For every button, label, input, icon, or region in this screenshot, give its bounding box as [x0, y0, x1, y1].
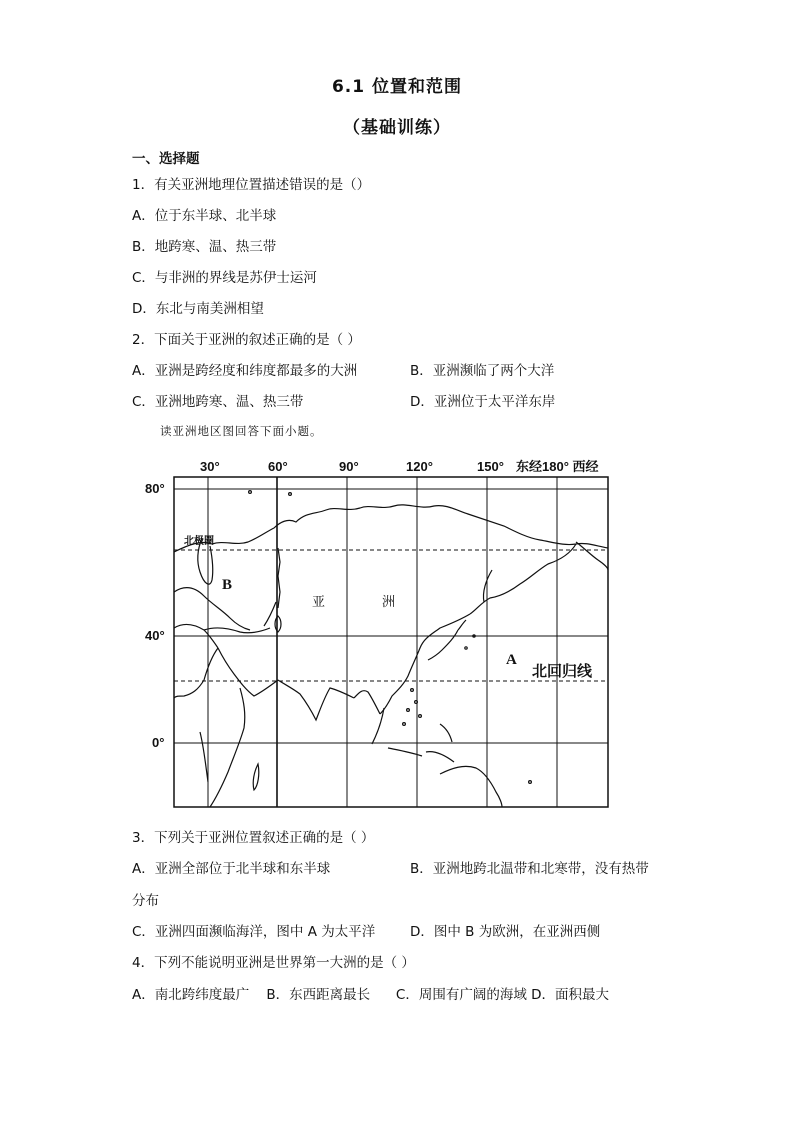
- lon-label-120: 120°: [406, 459, 433, 474]
- lon-label-60: 60°: [268, 459, 288, 474]
- q3-stem: 3．下列关于亚洲位置叙述正确的是（ ）: [132, 830, 375, 846]
- page-title: 6.1 位置和范围: [331, 77, 463, 97]
- q2-option-d: D．亚洲位于太平洋东岸: [410, 394, 556, 410]
- label-a: A: [506, 652, 517, 668]
- q2-option-b: B．亚洲濒临了两个大洋: [410, 363, 555, 379]
- asia-map: [140, 452, 620, 814]
- map-caption: 读亚洲地区图回答下面小题。: [160, 424, 323, 438]
- section-heading: 一、选择题: [132, 151, 200, 167]
- coastlines: [174, 491, 608, 807]
- lon-label-90: 90°: [339, 459, 359, 474]
- q3-option-a: A．亚洲全部位于北半球和东半球: [132, 861, 331, 877]
- q1-option-a: A．位于东半球、北半球: [132, 208, 277, 224]
- q3-option-b-continued: 分布: [132, 893, 159, 909]
- lon-label-30: 30°: [200, 459, 220, 474]
- q1-option-d: D．东北与南美洲相望: [132, 301, 264, 317]
- q2-option-a: A．亚洲是跨经度和纬度都最多的大洲: [132, 363, 358, 379]
- map-frame: [174, 477, 608, 807]
- lat-label-40: 40°: [145, 628, 165, 643]
- q4-stem: 4．下列不能说明亚洲是世界第一大洲的是（ ）: [132, 955, 415, 971]
- arctic-circle-label: 北极圈: [184, 536, 214, 547]
- page-subtitle: （基础训练）: [343, 118, 451, 138]
- lat-label-80: 80°: [145, 481, 165, 496]
- q3-option-b: B．亚洲地跨北温带和北寒带，没有热带: [410, 861, 649, 877]
- q1-option-b: B．地跨寒、温、热三带: [132, 239, 277, 255]
- label-asia-ya: 亚: [312, 594, 326, 609]
- q2-stem: 2．下面关于亚洲的叙述正确的是（ ）: [132, 332, 361, 348]
- q4-options: A．南北跨纬度最广 B．东西距离最长 C．周围有广阔的海域 D．面积最大: [132, 987, 610, 1003]
- graticule: [174, 477, 608, 807]
- q2-option-c: C．亚洲地跨寒、温、热三带: [132, 394, 304, 410]
- q3-option-c: C．亚洲四面濒临海洋，图中 A 为太平洋: [132, 924, 376, 940]
- lat-label-0: 0°: [152, 735, 165, 750]
- q1-stem: 1．有关亚洲地理位置描述错误的是（）: [132, 177, 371, 193]
- q1-option-c: C．与非洲的界线是苏伊士运河: [132, 270, 317, 286]
- label-b: B: [222, 577, 233, 593]
- q3-option-d: D．图中 B 为欧洲，在亚洲西侧: [410, 924, 601, 940]
- label-asia-zhou: 洲: [382, 594, 396, 609]
- tropic-label: 北回归线: [532, 662, 593, 680]
- lon-label-180: 东经180° 西经: [516, 459, 599, 474]
- lon-label-150: 150°: [477, 459, 504, 474]
